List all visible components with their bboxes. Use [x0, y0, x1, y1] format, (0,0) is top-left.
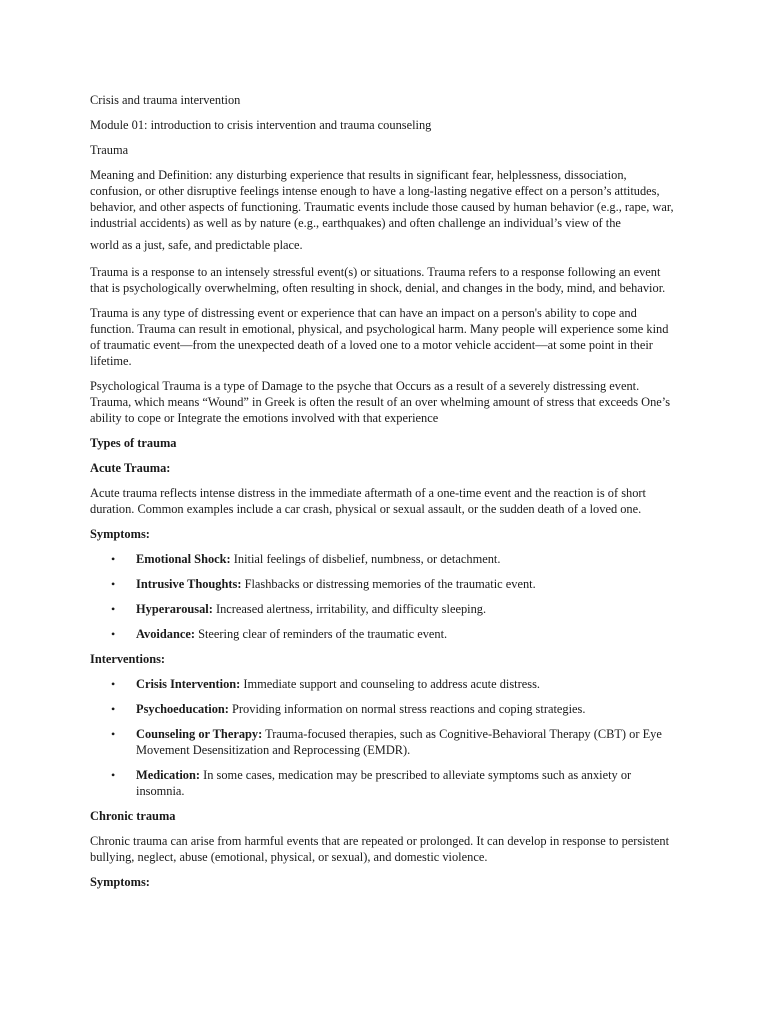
- types-of-trauma-heading: Types of trauma: [90, 436, 177, 450]
- bullet-icon: •: [111, 727, 116, 741]
- definition-paragraph: Meaning and Definition: any disturbing experience that results in significant fear, helplessness, dissociation, confusion, or other disruptive feelings intense enough to have a long-lasting negative effect on a person’s attitudes, behavior, and other aspects of functioning. Traumatic events include those caused by human behavior (e.g., rape, war, industrial accidents) as well as by nature (e.g., earthquakes) and often challenge an individual’s view of the: [90, 168, 674, 230]
- section-heading-trauma: Trauma: [90, 143, 129, 157]
- list-item-text: Immediate support and counseling to address acute distress.: [240, 677, 540, 691]
- list-item-term: Hyperarousal:: [136, 602, 213, 616]
- list-item-text: Trauma-focused therapies, such as Cognitive-Behavioral Therapy (CBT) or Eye Movement Desensitization and Reprocessing (EMDR).: [136, 727, 662, 757]
- bullet-icon: •: [111, 702, 116, 716]
- bullet-icon: •: [111, 627, 116, 641]
- list-item: [111, 576, 680, 592]
- chronic-symptoms-heading: Symptoms:: [90, 875, 150, 889]
- list-item-term: Crisis Intervention:: [136, 677, 241, 691]
- interventions-heading: Interventions:: [90, 652, 166, 666]
- list-item: [111, 701, 680, 717]
- acute-symptoms-heading: Symptoms:: [90, 527, 150, 541]
- list-item-text: Providing information on normal stress reactions and coping strategies.: [228, 702, 586, 716]
- list-item: [111, 676, 680, 692]
- acute-interventions-list: [90, 676, 680, 799]
- list-item-text: In some cases, medication may be prescribed to alleviate symptoms such as anxiety or insomnia.: [136, 768, 632, 798]
- psychological-trauma-paragraph: Psychological Trauma is a type of Damage to the psyche that Occurs as a result of a severely distressing event. Trauma, which means “Wound” in Greek is often the result of an over whelming amount of stress that exceeds One’s ability to cope or Integrate the emotions involved with that experience: [90, 379, 671, 425]
- list-item-term: Emotional Shock:: [136, 552, 231, 566]
- list-item: [111, 767, 680, 799]
- chronic-trauma-heading: Chronic trauma: [90, 809, 176, 823]
- list-item: [111, 726, 680, 758]
- list-item-text: Steering clear of reminders of the traumatic event.: [194, 627, 448, 641]
- list-item-text: Flashbacks or distressing memories of the traumatic event.: [241, 577, 536, 591]
- acute-trauma-heading: Acute Trauma:: [90, 461, 171, 475]
- trauma-distressing-paragraph: Trauma is any type of distressing event or experience that can have an impact on a person's ability to cope and function. Trauma can result in emotional, physical, and psychological harm. Many people will experience some kind of traumatic event—from the unexpected death of a loved one to a motor vehicle accident—at some point in their lifetime.: [90, 306, 669, 368]
- module-title: Module 01: introduction to crisis intervention and trauma counseling: [90, 118, 432, 132]
- list-item-term: Avoidance:: [136, 627, 195, 641]
- list-item-term: Counseling or Therapy:: [136, 727, 263, 741]
- list-item-term: Intrusive Thoughts:: [136, 577, 242, 591]
- bullet-icon: •: [111, 602, 116, 616]
- bullet-icon: •: [111, 552, 116, 566]
- chronic-trauma-paragraph: Chronic trauma can arise from harmful events that are repeated or prolonged. It can develop in response to persistent bullying, neglect, abuse (emotional, physical, or sexual), and domestic violence.: [90, 834, 670, 864]
- list-item: [111, 601, 680, 617]
- list-item: [111, 551, 680, 567]
- definition-paragraph-continued: world as a just, safe, and predictable place.: [90, 238, 303, 252]
- list-item-text: Initial feelings of disbelief, numbness, or detachment.: [230, 552, 501, 566]
- bullet-icon: •: [111, 677, 116, 691]
- list-item-term: Medication:: [136, 768, 201, 782]
- list-item-text: Increased alertness, irritability, and difficulty sleeping.: [212, 602, 487, 616]
- acute-symptoms-list: [90, 551, 680, 642]
- trauma-response-paragraph: Trauma is a response to an intensely stressful event(s) or situations. Trauma refers to a response following an event that is psychologically overwhelming, often resulting in shock, denial, and changes in the body, mind, and behavior.: [90, 265, 666, 295]
- document-title: Crisis and trauma intervention: [90, 93, 241, 107]
- list-item-term: Psychoeducation:: [136, 702, 229, 716]
- acute-trauma-paragraph: Acute trauma reflects intense distress in the immediate aftermath of a one-time event and the reaction is of short duration. Common examples include a car crash, physical or sexual assault, or the sudden death of a loved one.: [90, 486, 646, 516]
- list-item: [111, 626, 680, 642]
- bullet-icon: •: [111, 768, 116, 782]
- bullet-icon: •: [111, 577, 116, 591]
